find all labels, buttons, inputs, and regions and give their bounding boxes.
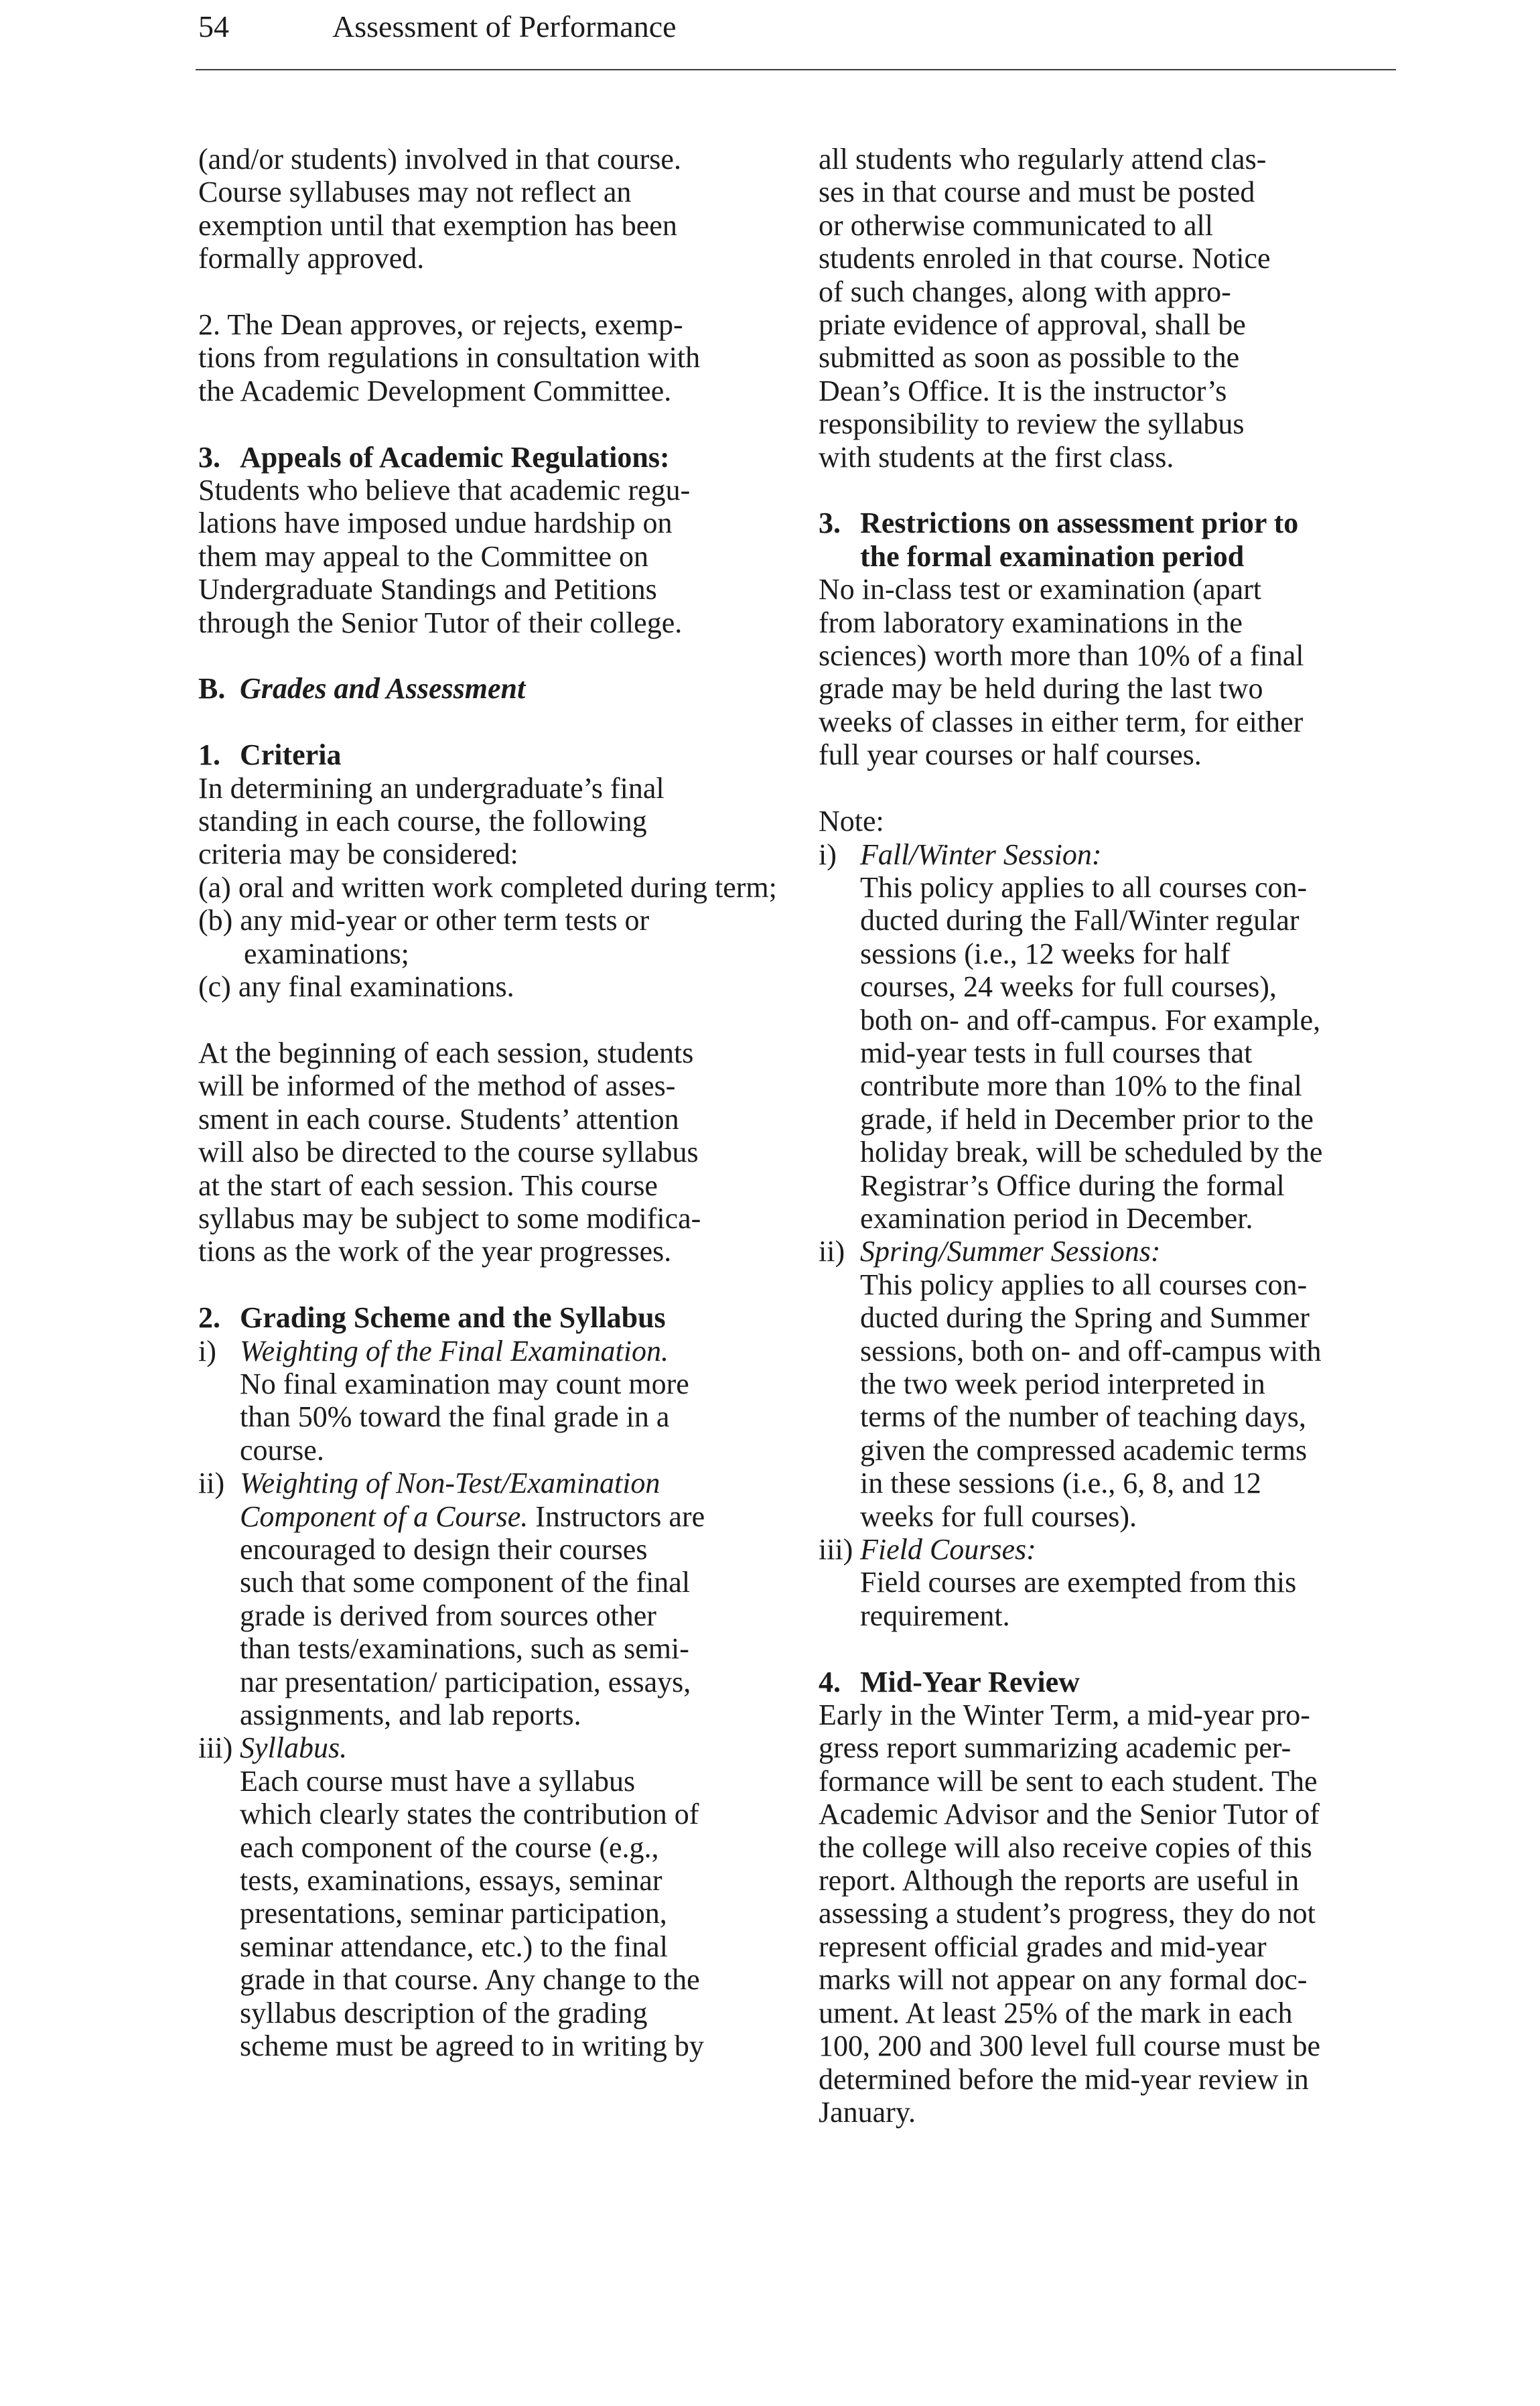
text-line: requirement. [860,1599,1010,1632]
text-line: This policy applies to all courses con- [860,1268,1308,1301]
text-line: Field courses are exempted from this [860,1566,1297,1599]
criteria-section [198,738,788,1003]
note-item-i [819,838,1408,1235]
item-marker: i) [198,1334,216,1367]
text-line: sciences) worth more than 10% of a final [819,639,1304,673]
note-item-ii [819,1235,1408,1533]
heading-number: 4. [819,1665,841,1698]
item-marker: i) [819,838,837,871]
text-line: ses in that course and must be posted [819,176,1255,209]
left-column [198,143,788,2062]
text-line: examination period in December. [860,1201,1253,1235]
criteria-item: (a) oral and written work completed during term; [198,870,777,904]
text-line: tions from regulations in consultation with [198,341,701,375]
text-line: 2. The Dean approves, or rejects, exemp- [198,308,683,342]
text-line: January. [819,2095,916,2129]
text-line: holiday break, will be scheduled by the [860,1136,1323,1169]
restrictions-heading [819,507,1408,539]
text-line: In determining an undergraduate’s final [198,771,664,805]
text-line: than 50% toward the final grade in a [240,1400,670,1434]
text-line: standing in each course, the following [198,805,647,838]
text-line: exemption until that exemption has been [198,208,677,242]
dean-approval-paragraph [198,308,788,407]
heading-text: Criteria [240,738,342,772]
restrictions-heading-cont: the formal examination period [860,539,1245,573]
grading-section [198,1301,788,2062]
item-marker: iii) [198,1731,233,1765]
text-line: weeks of classes in either term, for either [819,705,1304,738]
text-line: both on- and off-campus. For example, [860,1003,1321,1037]
item-marker: ii) [198,1467,225,1500]
text-line: presentations, seminar participation, [240,1897,667,1930]
item-title: Weighting of the Final Examination. [240,1334,669,1367]
text-line: will also be directed to the course syllabus [198,1136,699,1169]
text-line: Early in the Winter Term, a mid-year pro- [819,1698,1310,1732]
text-line: scheme must be agreed to in writing by [240,2029,704,2063]
section-letter: B. [198,672,226,706]
text-line: students enroled in that course. Notice [819,242,1271,275]
text-line: priate evidence of approval, shall be [819,308,1246,342]
text-line: gress report summarizing academic per- [819,1731,1291,1765]
item-marker: iii) [819,1533,853,1566]
text-line: grade in that course. Any change to the [240,1963,700,1997]
text-line: 100, 200 and 300 level full course must be [819,2029,1321,2063]
text-line: syllabus may be subject to some modifica- [198,1201,701,1235]
text-line: all students who regularly attend clas- [819,143,1267,176]
text-line: at the start of each session. This course [198,1168,658,1202]
text-line: the college will also receive copies of this [819,1830,1312,1864]
appeals-section [198,441,788,639]
text-line: or otherwise communicated to all [819,208,1213,242]
item-title: Spring/Summer Sessions: [860,1235,1161,1268]
section-title: Grades and Assessment [240,672,526,706]
midyear-heading [819,1666,1408,1698]
text-line: terms of the number of teaching days, [860,1400,1306,1434]
text-line: in these sessions (i.e., 6, 8, and 12 [860,1467,1261,1500]
text-line: sessions, both on- and off-campus with [860,1334,1322,1367]
text-line: course. [240,1433,324,1467]
item-marker: ii) [819,1235,845,1268]
text-line: from laboratory examinations in the [819,606,1243,639]
item-title: Syllabus. [240,1731,348,1765]
heading-text: Mid-Year Review [860,1665,1080,1698]
text-line: courses, 24 weeks for full courses), [860,970,1277,1004]
text-line: which clearly states the contribution of [240,1798,699,1831]
text-line: Registrar’s Office during the formal [860,1168,1285,1202]
text-line: formance will be sent to each student. The [819,1764,1318,1798]
text-line: seminar attendance, etc.) to the final [240,1930,668,1963]
text-line: the Academic Development Committee. [198,374,672,407]
heading-number: 2. [198,1301,220,1335]
page-number: 54 [198,9,229,44]
text-line: with students at the first class. [819,440,1174,474]
text-line: tions as the work of the year progresses. [198,1235,672,1268]
text-line: grade is derived from sources other [240,1599,656,1632]
text-line: Undergraduate Standings and Petitions [198,573,657,606]
criteria-item: (c) any final examinations. [198,970,514,1004]
text-line: lations have imposed undue hardship on [198,507,673,540]
text-line: encouraged to design their courses [240,1532,648,1566]
text-line: given the compressed academic terms [860,1433,1308,1467]
text-line: Each course must have a syllabus [240,1764,636,1798]
text-line: mid-year tests in full courses that [860,1036,1253,1069]
text-line: assignments, and lab reports. [240,1698,581,1731]
text-line: than tests/examinations, such as semi- [240,1632,689,1666]
text-line: determined before the mid-year review in [819,2062,1309,2096]
right-column [819,143,1408,2129]
header-rule [196,69,1396,70]
text-line: through the Senior Tutor of their college. [198,606,683,639]
text-line: the two week period interpreted in [860,1367,1265,1400]
text-line: ducted during the Fall/Winter regular [860,904,1300,937]
text-line: represent official grades and mid-year [819,1930,1267,1963]
note-label: Note: [819,805,884,838]
item-title: Field Courses: [860,1533,1036,1566]
text-line: will be informed of the method of asses- [198,1069,676,1103]
text-line: of such changes, along with appro- [819,275,1231,308]
text-line: ducted during the Spring and Summer [860,1301,1310,1335]
session-paragraph [198,1037,788,1268]
text-line: Students who believe that academic regu- [198,474,691,507]
text-line: assessing a student’s progress, they do not [819,1897,1316,1930]
item-title-cont: Component of a Course. Instructors are [240,1499,705,1533]
text-line: responsibility to review the syllabus [819,407,1245,441]
running-title: Assessment of Performance [332,9,677,44]
heading-text: Appeals of Academic Regulations: [240,440,670,474]
text-line: grade may be held during the last two [819,672,1263,706]
text-line: Dean’s Office. It is the instructor’s [819,374,1227,407]
text-line: Course syllabuses may not reflect an [198,176,632,209]
heading-number: 3. [819,507,841,540]
running-header [198,3,677,51]
text-line: tests, examinations, essays, seminar [240,1864,662,1897]
text-line: No final examination may count more [240,1367,689,1400]
grading-item-i [198,1335,788,1467]
text-line: syllabus description of the grading [240,1996,648,2029]
text-line: At the beginning of each session, students [198,1036,694,1069]
text-line: contribute more than 10% to the final [860,1069,1302,1103]
text-line: sment in each course. Students’ attention [198,1102,679,1136]
item-title: Weighting of Non-Test/Examination [240,1467,660,1500]
item-title: Fall/Winter Session: [860,838,1102,871]
heading-text: Restrictions on assessment prior to [860,507,1299,540]
intro-paragraph [198,143,788,275]
heading-number: 3. [198,440,220,474]
text-line: marks will not appear on any formal doc- [819,1963,1308,1997]
text-line: ument. At least 25% of the mark in each [819,1996,1293,2029]
text-line: This policy applies to all courses con- [860,870,1308,904]
text-line: criteria may be considered: [198,838,518,871]
text-line: No in-class test or examination (apart [819,573,1262,606]
text-line: submitted as soon as possible to the [819,341,1240,375]
text-line: such that some component of the final [240,1566,691,1599]
criteria-item: (b) any mid-year or other term tests or examinations; [198,904,650,970]
text-line: weeks for full courses). [860,1499,1137,1533]
section-b-heading [198,672,788,705]
text-line: sessions (i.e., 12 weeks for half [860,937,1231,970]
text-line: them may appeal to the Committee on [198,539,649,573]
note-section [819,805,1408,1632]
criteria-heading [198,738,788,771]
restrictions-section [819,507,1408,771]
text-line: Academic Advisor and the Senior Tutor of [819,1798,1320,1831]
grading-heading [198,1301,788,1334]
text-line: report. Although the reports are useful in [819,1864,1300,1897]
heading-number: 1. [198,738,220,772]
heading-text: Grading Scheme and the Syllabus [240,1301,666,1335]
text-line: (and/or students) involved in that course. [198,143,681,176]
text-line: formally approved. [198,242,425,275]
grading-item-iii [198,1731,788,2062]
text-line: full year courses or half courses. [819,738,1202,772]
syllabus-continuation [819,143,1408,474]
text-line: grade, if held in December prior to the [860,1102,1314,1136]
appeals-heading [198,441,788,474]
midyear-section [819,1666,1408,2129]
text-line: nar presentation/ participation, essays, [240,1665,691,1698]
note-item-iii [819,1533,1408,1632]
text-line: each component of the course (e.g., [240,1830,659,1864]
grading-item-ii [198,1467,788,1731]
